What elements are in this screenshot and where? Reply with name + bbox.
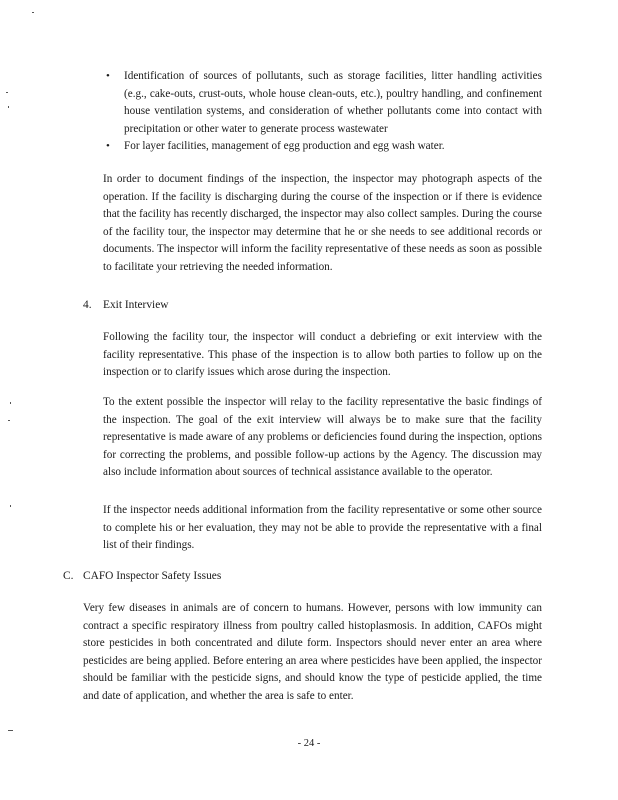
- section-heading-safety: CAFO Inspector Safety Issues: [83, 570, 222, 582]
- section-heading-exit-interview: Exit Interview: [103, 299, 169, 311]
- scan-speck: [8, 420, 10, 421]
- paragraph-exit-findings: To the extent possible the inspector will relay to the facility representative the basic findings of the inspection. The goal of the exit interview will always be to make sure that the facility representative is made aware of any problems or deficiencies found during the inspection, options for correcting the problems, and possible follow-up actions by the Agency. The discussion may also include information about sources of technical assistance available to the operator.: [103, 396, 542, 479]
- scan-speck: [32, 12, 34, 13]
- section-number-exit-interview: 4.: [83, 299, 92, 311]
- paragraph-exit-additional-info: If the inspector needs additional information from the facility representative or some other source to complete his or her evaluation, they may not be able to provide the representative with a final list of their findings.: [103, 504, 542, 552]
- paragraph-document-findings: In order to document findings of the inspection, the inspector may photograph aspects of the operation. If the facility is discharging during the course of the inspection or if there is evidence that the facility has recently discharged, the inspector may also collect samples. During the course of the facility tour, the inspector may determine that he or she needs to see additional records or documents. The inspector will inform the facility representative of these needs as soon as possible to facilitate your retrieving the needed information.: [103, 173, 542, 273]
- section-letter-safety: C.: [63, 570, 74, 582]
- bullet-item-pollutant-sources: Identification of sources of pollutants, such as storage facilities, litter handling activities (e.g., cake-outs, crust-outs, whole house clean-outs, etc.), poultry handling, and confinement house ventilation systems, and consideration of whether pollutants come into contact with precipitation or other water to generate process wastewater: [124, 70, 542, 135]
- scan-speck: [8, 106, 9, 108]
- bullet-marker: •: [106, 70, 110, 82]
- bullet-item-layer-facilities: For layer facilities, management of egg production and egg wash water.: [124, 140, 445, 152]
- scan-speck: [10, 505, 11, 507]
- scan-speck: [8, 730, 13, 731]
- scan-speck: [6, 92, 8, 93]
- page-number: - 24 -: [297, 738, 321, 749]
- paragraph-safety-issues: Very few diseases in animals are of concern to humans. However, persons with low immunity can contract a specific respiratory illness from poultry called histoplasmosis. In addition, CAFOs might store pesticides in both concentrated and dilute form. Inspectors should never enter an area where pesticides are being applied. Before entering an area where pesticides have been applied, the inspector should be familiar with the pesticide signs, and should know the type of pesticide applied, the time and date of application, and whether the area is safe to enter.: [83, 602, 542, 702]
- bullet-marker: •: [106, 140, 110, 152]
- scan-speck: [10, 402, 11, 404]
- paragraph-exit-debriefing: Following the facility tour, the inspector will conduct a debriefing or exit interview with the facility representative. This phase of the inspection is to allow both parties to follow up on the inspection or to clarify issues which arose during the inspection.: [103, 331, 542, 379]
